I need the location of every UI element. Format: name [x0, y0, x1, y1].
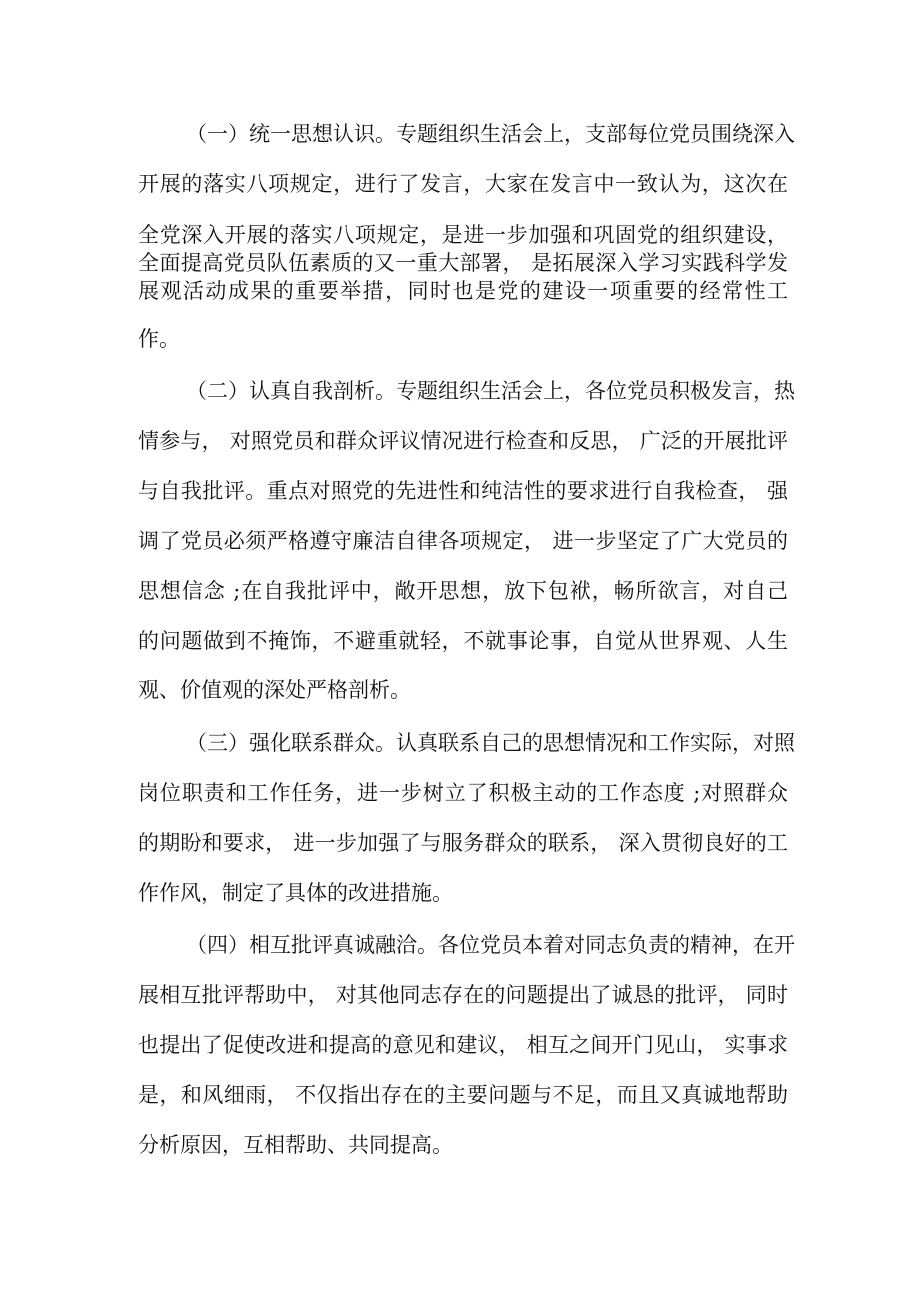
paragraph-1-line-1: （一）统一思想认识。专题组织生活会上，支部每位党员围绕深入	[186, 122, 795, 146]
paragraph-4-line-3: 也提出了促使改进和提高的意见和建议， 相互之间开门见山， 实事求	[138, 1033, 788, 1057]
paragraph-4-line-2: 展相互批评帮助中， 对其他同志存在的问题提出了诚恳的批评， 同时	[138, 983, 788, 1007]
paragraph-1-line-2: 开展的落实八项规定，进行了发言，大家在发言中一致认为，这次在	[138, 172, 788, 196]
paragraph-4-line-5: 分析原因，互相帮助、共同提高。	[138, 1133, 453, 1157]
paragraph-2-line-6: 的问题做到不掩饰，不避重就轻，不就事论事，自觉从世界观、人生	[138, 629, 788, 653]
paragraph-3-line-2: 岗位职责和工作任务，进一步树立了积极主动的工作态度 ;对照群众	[138, 781, 788, 805]
paragraph-2-line-2: 情参与， 对照党员和群众评议情况进行检查和反思， 广泛的开展批评	[138, 429, 788, 453]
paragraph-3-line-4: 作作风，制定了具体的改进措施。	[138, 881, 453, 905]
paragraph-1-line-6: 作。	[138, 327, 180, 351]
paragraph-3-line-1: （三）强化联系群众。认真联系自己的思想情况和工作实际，对照	[186, 731, 795, 755]
paragraph-4-line-1: （四）相互批评真诚融洽。各位党员本着对同志负责的精神，在开	[186, 933, 795, 957]
paragraph-2-line-4: 调了党员必须严格遵守廉洁自律各项规定， 进一步坚定了广大党员的	[138, 529, 788, 553]
paragraph-2-line-3: 与自我批评。重点对照党的先进性和纯洁性的要求进行自我检查， 强	[138, 479, 788, 503]
paragraph-2-line-5: 思想信念 ;在自我批评中，敞开思想，放下包袱，畅所欲言，对自己	[138, 579, 788, 603]
paragraph-2-line-1: （二）认真自我剖析。专题组织生活会上，各位党员积极发言，热	[186, 379, 795, 403]
paragraph-1-line-5: 展观活动成果的重要举措，同时也是党的建设一项重要的经常性工	[138, 279, 788, 303]
paragraph-4-line-4: 是，和风细雨， 不仅指出存在的主要问题与不足，而且又真诚地帮助	[138, 1083, 788, 1107]
paragraph-3-line-3: 的期盼和要求， 进一步加强了与服务群众的联系， 深入贯彻良好的工	[138, 831, 788, 855]
paragraph-2-line-7: 观、价值观的深处严格剖析。	[138, 678, 411, 702]
paragraph-1-line-3: 全党深入开展的落实八项规定，是进一步加强和巩固党的组织建设，	[138, 223, 788, 247]
paragraph-1-line-4: 全面提高党员队伍素质的又一重大部署， 是拓展深入学习实践科学发	[138, 251, 788, 275]
